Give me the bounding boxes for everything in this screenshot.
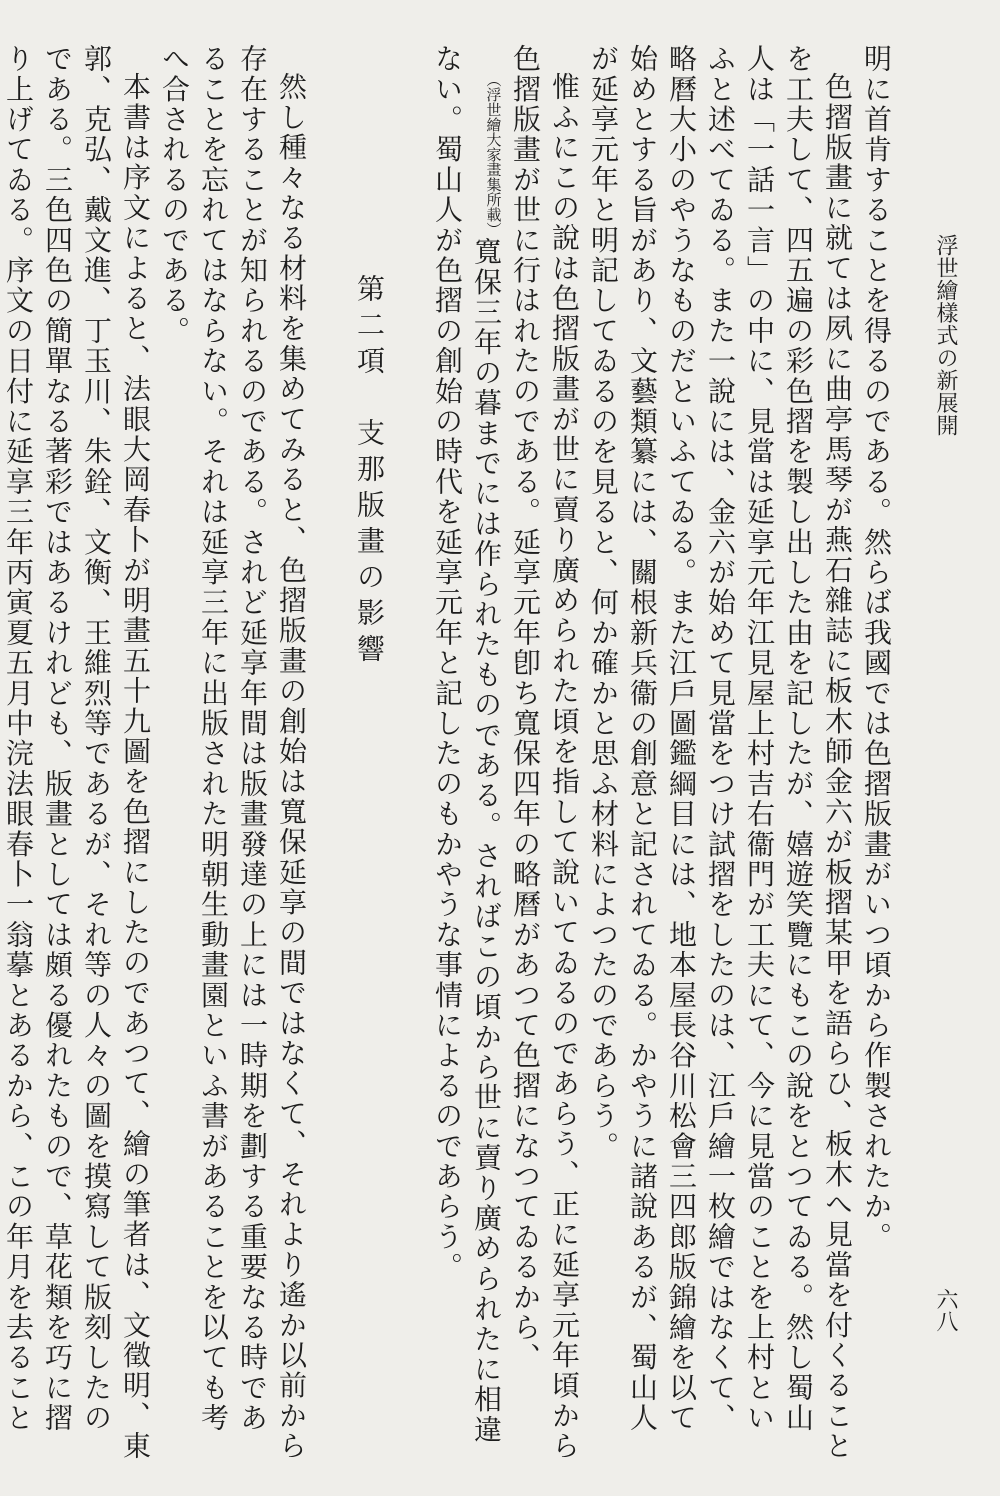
inline-note: （浮世繪大家畫集所載） <box>484 72 503 237</box>
paragraph-2: 色摺版畫に就ては夙に曲亭馬琴が燕石雜誌に板木師金六が板摺某甲を語らひ、板木へ見當を付くることを工夫して、四五遍の彩色摺を製し出した由を記したが、嬉遊笑覽にもこの說をとつてゐる。然し蜀山人は「一話一言」の中に、見當は延享元年江見屋上村吉右衞門が工夫にて、今に見當のことを上村といふと述べてゐる。また一說には、金六が始めて見當をつけ試摺をしたのは、江戶繪一枚繪ではなくて、略曆大小のやうなものだといふてゐる。また江戶圖鑑綱目には、地本屋長谷川松會三四郎版錦繪を以て始めとする旨があり、文藝類纂には、關根新兵衞の創意と記されてゐる。かやうに諸說あるが、蜀山人が延享元年と明記してゐるのを見ると、何か確かと思ふ材料によつたのであらう。 <box>587 44 854 1462</box>
running-head: 浮世繪樣式の新展開 <box>933 234 958 437</box>
body-text <box>2 44 896 1462</box>
page-number: 六八 <box>933 1288 958 1332</box>
paragraph-1: 明に首肯することを得るのである。然らば我國では色摺版畫がいつ頃から作製されたか。 <box>860 44 893 1252</box>
paragraph-3-part-b: 寬保三年の暮までには作られたものである。さればこの頃から世に賣り廣められたに相違ない。蜀山人が色摺の創始の時代を延享元年と記したのもかやうな事情によるのであらう。 <box>431 44 503 1445</box>
paragraph-4: 然し種々なる材料を集めてみると、色摺版畫の創始は寬保延享の間ではなくて、それより遙か以前から存在することが知られるのである。されど延享年間は版畫發達の上には一時期を劃する重要なる時であることを忘れてはならない。それは延享三年に出版された明朝生動畫園といふ書があることを以ても考へ合されるのである。 <box>158 44 308 1462</box>
section-heading: 第二項 支那版畫の影響 <box>353 274 386 670</box>
paragraph-3-part-a: 惟ふにこの說は色摺版畫が世に賣り廣められた頃を指して說いてゐるのであらう、正に延享元年頃から色摺版畫が世に行はれたのである。延享元年卽ち寬保四年の略曆があつて色摺になつてゐるから、 <box>509 44 581 1462</box>
paragraph-3 <box>428 44 584 1462</box>
paragraph-5: 本書は序文によると、法眼大岡春卜が明畫五十九圖を色摺にしたのであつて、繪の筆者は、文徵明、東郭、克弘、戴文進、丁玉川、朱銓、文衡、王維烈等であるが、それ等の人々の圖を摸寫して版刻したのである。三色四色の簡單なる著彩ではあるけれども、版畫としては頗る優れたもので、草花類を巧に摺り上げてゐる。序文の日付に延享三年丙寅夏五月中浣法眼春卜一翁摹とあるから、この年月を去ること <box>2 44 152 1462</box>
